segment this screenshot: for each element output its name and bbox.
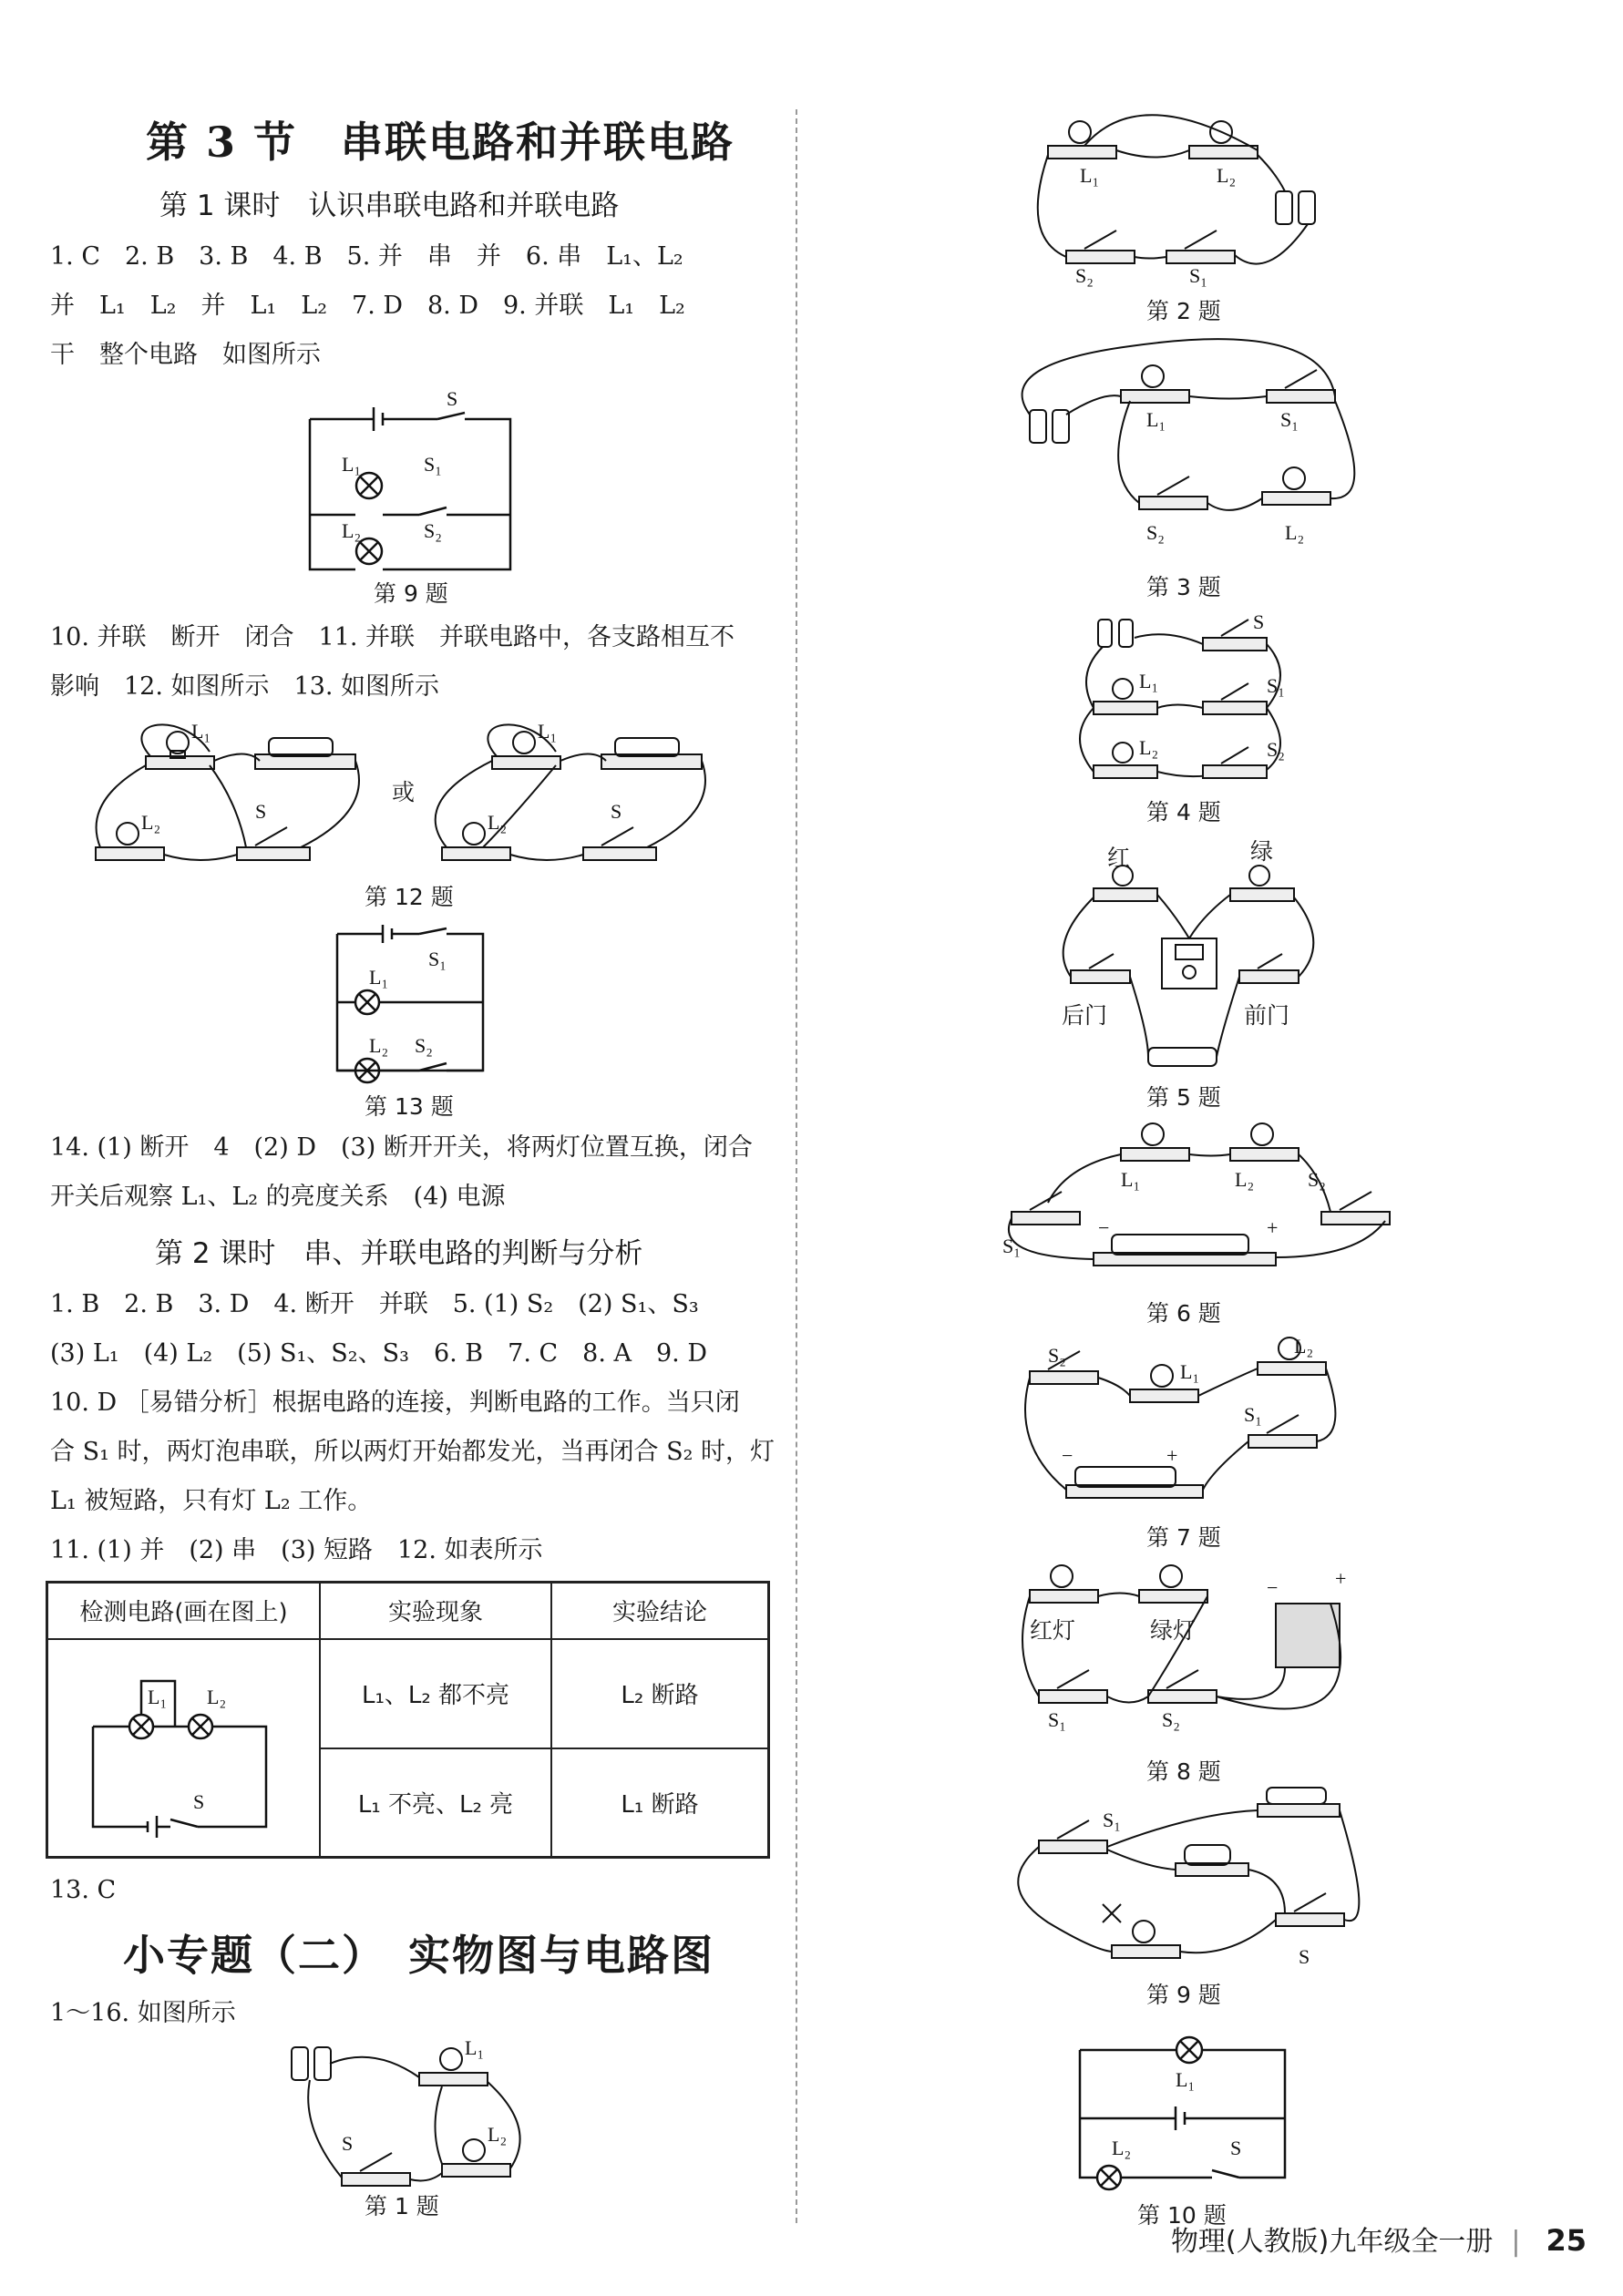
red-lamp-label: 红灯 [1030, 1617, 1076, 1644]
figure-caption: 第 4 题 [1146, 799, 1221, 825]
green-label: 绿 [1250, 838, 1274, 865]
physical-circuit-topic-q1 [273, 2036, 547, 2191]
lesson2-answers [50, 1286, 775, 1582]
physical-circuit-r9 [1012, 1795, 1358, 1973]
svg-text:S₁: S₁ [1189, 264, 1207, 287]
svg-text:S₂: S₂ [1048, 1344, 1066, 1367]
svg-text:L₁: L₁ [1146, 408, 1166, 431]
svg-text:S: S [342, 2132, 354, 2155]
answer-line: 1. B 2. B 3. D 4. 断开 并联 5. (1) S₂ (2) S₁、S₃ [50, 1290, 699, 1318]
front-door-label: 前门 [1244, 1002, 1290, 1029]
answer-line: 10. D ［易错分析］根据电路的连接，判断电路的工作。当只闭 [50, 1389, 740, 1417]
svg-text:L₁: L₁ [538, 720, 558, 743]
svg-text:S₁: S₁ [1002, 1235, 1021, 1257]
physical-circuit-q12b [428, 711, 756, 875]
green-lamp-label: 绿灯 [1150, 1617, 1197, 1644]
figure-caption: 第 12 题 [365, 884, 454, 910]
figure-caption: 第 3 题 [1146, 574, 1221, 600]
svg-text:−: − [1062, 1444, 1073, 1467]
svg-text:S: S [1253, 610, 1265, 633]
svg-text:S: S [447, 387, 458, 410]
table-cell: L₁ 不亮、L₂ 亮 [320, 1748, 551, 1858]
svg-text:S₁: S₁ [1280, 408, 1299, 431]
svg-text:S₁: S₁ [1244, 1403, 1262, 1426]
table-header: 检测电路(画在图上) [47, 1583, 321, 1639]
circuit-diagram-q13 [328, 925, 492, 1089]
physical-circuit-r6 [993, 1121, 1385, 1276]
svg-text:L₂: L₂ [206, 1685, 226, 1708]
answer-line: L₁ 被短路，只有灯 L₂ 工作。 [50, 1487, 373, 1515]
svg-text:L₂: L₂ [1285, 521, 1305, 544]
section-title: 第 3 节 串联电路和并联电路 [146, 118, 735, 167]
figure-caption: 第 9 题 [1146, 1982, 1221, 2008]
answer-line: 1. C 2. B 3. B 4. B 5. 并 串 并 6. 串 L₁、L₂ [50, 242, 683, 271]
answer-table [46, 1581, 770, 1859]
figure-caption: 第 6 题 [1146, 1300, 1221, 1327]
svg-text:S: S [192, 1789, 204, 1813]
figure-caption: 第 5 题 [1146, 1084, 1221, 1111]
answer-line: (3) L₁ (4) L₂ (5) S₁、S₂、S₃ 6. B 7. C 8. A 9. D [50, 1339, 707, 1368]
circuit-diagram-r10 [1075, 2032, 1294, 2191]
svg-text:L₁: L₁ [1176, 2068, 1196, 2091]
physical-circuit-r3 [1012, 337, 1367, 547]
table-header: 实验现象 [320, 1583, 551, 1639]
svg-text:S₂: S₂ [424, 519, 442, 542]
svg-text:L₁: L₁ [369, 966, 389, 989]
circuit-diagram-q9 [301, 387, 519, 569]
svg-text:S₁: S₁ [1103, 1809, 1121, 1831]
svg-text:S: S [1299, 1945, 1310, 1968]
svg-text:L₁: L₁ [191, 720, 211, 743]
svg-text:L₂: L₂ [1139, 736, 1159, 759]
or-label: 或 [392, 779, 416, 805]
lesson1-answers-c [50, 1130, 753, 1228]
figure-caption: 第 9 题 [374, 580, 448, 607]
svg-text:L₂: L₂ [141, 811, 161, 834]
figure-caption: 第 7 题 [1146, 1524, 1221, 1551]
svg-text:L₂: L₂ [369, 1034, 389, 1057]
svg-text:L₁: L₁ [1180, 1360, 1200, 1383]
physical-circuit-r7 [1021, 1335, 1330, 1508]
answer-line: 11. (1) 并 (2) 串 (3) 短路 12. 如表所示 [50, 1536, 543, 1564]
svg-text:S₁: S₁ [1267, 674, 1285, 697]
svg-text:L₂: L₂ [342, 519, 362, 542]
book-title: 物理(人教版)九年级全一册 [1170, 2226, 1494, 2258]
svg-text:L₂: L₂ [488, 2123, 508, 2146]
table-circuit-cell [47, 1639, 321, 1858]
svg-text:L₁: L₁ [147, 1685, 167, 1708]
physical-circuit-r8 [1012, 1563, 1349, 1731]
svg-text:S₂: S₂ [415, 1034, 433, 1057]
svg-text:S₁: S₁ [1048, 1708, 1066, 1731]
svg-text:L₁: L₁ [342, 453, 362, 476]
figure-caption: 第 8 题 [1146, 1758, 1221, 1785]
answer-line: 开关后观察 L₁、L₂ 的亮度关系 (4) 电源 [50, 1183, 506, 1211]
svg-text:S: S [1230, 2137, 1242, 2159]
back-door-label: 后门 [1062, 1002, 1108, 1029]
column-divider [796, 109, 797, 2223]
svg-text:+: + [1335, 1567, 1347, 1590]
svg-text:S₂: S₂ [1075, 264, 1094, 287]
svg-text:S: S [611, 800, 622, 823]
physical-circuit-r4 [1066, 610, 1303, 793]
figure-caption: 第 2 题 [1146, 298, 1221, 324]
figure-caption: 第 13 题 [365, 1093, 454, 1120]
svg-text:L₁: L₁ [465, 2036, 485, 2059]
page-footer: 物理(人教版)九年级全一册 | 25 [1170, 2223, 1587, 2258]
svg-text:L₁: L₁ [1080, 164, 1100, 187]
svg-text:S₂: S₂ [1146, 521, 1165, 544]
svg-text:+: + [1267, 1216, 1279, 1239]
svg-text:L₁: L₁ [1121, 1168, 1141, 1191]
topic-title: 小专题（二） 实物图与电路图 [123, 1931, 714, 1980]
svg-text:S₂: S₂ [1267, 738, 1285, 761]
svg-text:S₁: S₁ [428, 948, 447, 970]
figure-caption: 第 10 题 [1137, 2202, 1227, 2229]
answer-line: 合 S₁ 时，两灯泡串联，所以两灯开始都发光，当再闭合 S₂ 时，灯 [50, 1438, 775, 1466]
table-cell: L₁ 断路 [551, 1748, 769, 1858]
table-cell: L₂ 断路 [551, 1639, 769, 1748]
answer-line: 13. C [50, 1876, 117, 1904]
page-number: 25 [1546, 2223, 1587, 2258]
red-label: 红 [1107, 845, 1131, 871]
svg-text:−: − [1267, 1576, 1279, 1599]
lesson2-title: 第 2 课时 串、并联电路的判断与分析 [155, 1237, 643, 1270]
physical-circuit-r5 [1057, 870, 1312, 1071]
svg-text:L₂: L₂ [1112, 2137, 1132, 2159]
svg-text:L₁: L₁ [1139, 670, 1159, 692]
svg-text:S: S [255, 800, 267, 823]
answer-line: 14. (1) 断开 4 (2) D (3) 断开开关，将两灯位置互换，闭合 [50, 1133, 753, 1162]
table-cell: L₁、L₂ 都不亮 [320, 1639, 551, 1748]
lesson1-title: 第 1 课时 认识串联电路和并联电路 [159, 190, 620, 222]
lesson1-answers-b [50, 620, 734, 718]
lesson1-answers [50, 239, 685, 386]
svg-text:L₂: L₂ [488, 811, 508, 834]
svg-text:S₂: S₂ [1308, 1168, 1326, 1191]
svg-text:S₁: S₁ [424, 453, 442, 476]
answer-line: 并 L₁ L₂ 并 L₁ L₂ 7. D 8. D 9. 并联 L₁ L₂ [50, 292, 685, 320]
svg-text:L₂: L₂ [1294, 1335, 1314, 1358]
svg-text:+: + [1166, 1444, 1178, 1467]
answer-line: 干 整个电路 如图所示 [50, 341, 321, 369]
answer-line: 1～16. 如图所示 [50, 1999, 236, 2027]
physical-circuit-q12a [82, 711, 410, 875]
svg-text:S₂: S₂ [1162, 1708, 1180, 1731]
svg-text:−: − [1098, 1216, 1110, 1239]
circuit-diagram-q12 [84, 1654, 284, 1836]
svg-text:L₂: L₂ [1217, 164, 1237, 187]
answer-line: 影响 12. 如图所示 13. 如图所示 [50, 672, 440, 701]
figure-caption: 第 1 题 [365, 2193, 439, 2219]
physical-circuit-r2 [1030, 100, 1330, 287]
svg-text:L₂: L₂ [1235, 1168, 1255, 1191]
answer-line: 10. 并联 断开 闭合 11. 并联 并联电路中，各支路相互不 [50, 623, 735, 651]
table-header: 实验结论 [551, 1583, 769, 1639]
